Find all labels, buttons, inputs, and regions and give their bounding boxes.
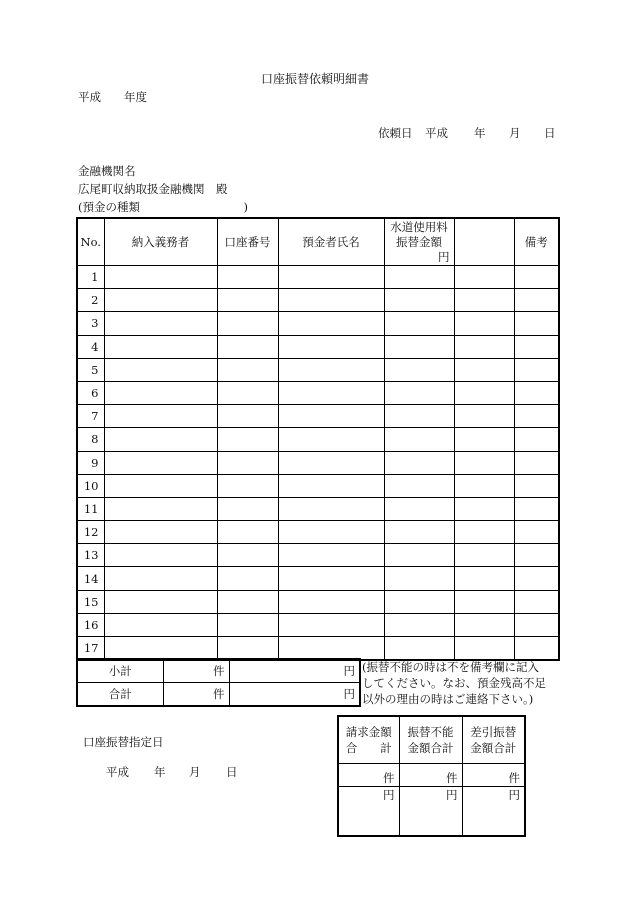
request-date-year[interactable]: 年: [474, 126, 486, 140]
col-payer: 納入義務者: [104, 218, 217, 266]
row-number: 5: [77, 358, 104, 381]
blank-cell[interactable]: [454, 266, 514, 289]
request-date-month[interactable]: 月: [509, 126, 521, 140]
blank-cell[interactable]: [454, 381, 514, 404]
account-cell[interactable]: [217, 266, 278, 289]
amount-cell[interactable]: [384, 521, 454, 544]
remarks-cell[interactable]: [514, 312, 559, 335]
amount-cell[interactable]: [384, 428, 454, 451]
remarks-cell[interactable]: [514, 405, 559, 428]
blank-cell[interactable]: [454, 521, 514, 544]
payer-cell[interactable]: [104, 613, 217, 636]
blank-cell[interactable]: [454, 497, 514, 520]
table-row: [77, 567, 559, 590]
summary-failed-header: [399, 716, 462, 764]
amount-cell[interactable]: [384, 266, 454, 289]
remarks-cell[interactable]: [514, 521, 559, 544]
account-cell[interactable]: [217, 289, 278, 312]
summary-header-line: 合 計: [345, 741, 392, 755]
col-no: No.: [77, 218, 104, 266]
account-cell[interactable]: [217, 590, 278, 613]
col-amount: [384, 218, 454, 266]
transfer-date-day[interactable]: 日: [226, 765, 238, 779]
blank-cell[interactable]: [454, 405, 514, 428]
amount-cell[interactable]: [384, 474, 454, 497]
holder-cell[interactable]: [278, 451, 384, 474]
payer-cell[interactable]: [104, 521, 217, 544]
summary-net-amount[interactable]: 円: [462, 787, 525, 837]
remarks-cell[interactable]: [514, 590, 559, 613]
blank-cell[interactable]: [454, 474, 514, 497]
col-holder: 預金者氏名: [278, 218, 384, 266]
blank-cell[interactable]: [454, 567, 514, 590]
request-date-day[interactable]: 日: [544, 126, 556, 140]
payer-cell[interactable]: [104, 428, 217, 451]
fiscal-year: 平成 年度: [78, 90, 147, 104]
table-row: [77, 474, 559, 497]
amount-cell[interactable]: [384, 497, 454, 520]
summary-header-line: 請求金額: [345, 725, 392, 739]
remarks-cell[interactable]: [514, 451, 559, 474]
request-date-era: 平成: [425, 126, 448, 140]
summary-net-header: [462, 716, 525, 764]
account-cell[interactable]: [217, 567, 278, 590]
row-number: 16: [77, 613, 104, 636]
summary-header-line: 金額合計: [470, 741, 517, 755]
holder-cell[interactable]: [278, 544, 384, 567]
table-row: [77, 497, 559, 520]
blank-cell[interactable]: [454, 335, 514, 358]
holder-cell[interactable]: [278, 335, 384, 358]
transfer-date-year[interactable]: 年: [154, 765, 166, 779]
account-cell[interactable]: [217, 474, 278, 497]
row-number: 6: [77, 381, 104, 404]
col-amount-line2: 振替金額: [396, 234, 442, 249]
blank-cell[interactable]: [454, 428, 514, 451]
summary-header-line: 金額合計: [407, 741, 454, 755]
subtotal-table: [76, 658, 361, 707]
amount-cell[interactable]: [384, 637, 454, 661]
row-number: 4: [77, 335, 104, 358]
account-cell[interactable]: [217, 544, 278, 567]
remarks-cell[interactable]: [514, 381, 559, 404]
account-cell[interactable]: [217, 358, 278, 381]
row-number: 15: [77, 590, 104, 613]
remarks-cell[interactable]: [514, 567, 559, 590]
payer-cell[interactable]: [104, 497, 217, 520]
holder-cell[interactable]: [278, 590, 384, 613]
row-number: 17: [77, 637, 104, 661]
total-amount[interactable]: 円: [229, 683, 360, 707]
holder-cell[interactable]: [278, 266, 384, 289]
deposit-type[interactable]: (預金の種類 ): [78, 200, 248, 214]
account-cell[interactable]: [217, 637, 278, 661]
account-cell[interactable]: [217, 497, 278, 520]
holder-cell[interactable]: [278, 474, 384, 497]
holder-cell[interactable]: [278, 289, 384, 312]
payer-cell[interactable]: [104, 474, 217, 497]
note-line: してください。なお、預金残高不足: [362, 676, 546, 690]
table-row: [77, 358, 559, 381]
subtotal-count[interactable]: 件: [163, 659, 229, 683]
holder-cell[interactable]: [278, 405, 384, 428]
subtotal-amount[interactable]: 円: [229, 659, 360, 683]
row-number: 9: [77, 451, 104, 474]
amount-cell[interactable]: [384, 405, 454, 428]
holder-cell[interactable]: [278, 358, 384, 381]
blank-cell[interactable]: [454, 451, 514, 474]
row-number: 11: [77, 497, 104, 520]
col-amount-line1: 水道使用料: [390, 219, 448, 234]
table-row: [77, 289, 559, 312]
remarks-cell[interactable]: [514, 358, 559, 381]
holder-cell[interactable]: [278, 613, 384, 636]
blank-cell[interactable]: [454, 590, 514, 613]
holder-cell[interactable]: [278, 567, 384, 590]
table-row: [77, 405, 559, 428]
col-remarks: 備考: [514, 218, 559, 266]
institution-addressee: 広尾町収納取扱金融機関 殿: [78, 182, 228, 196]
account-cell[interactable]: [217, 613, 278, 636]
row-number: 8: [77, 428, 104, 451]
row-number: 2: [77, 289, 104, 312]
remarks-cell[interactable]: [514, 335, 559, 358]
transfer-date-era: 平成: [106, 765, 129, 779]
payer-cell[interactable]: [104, 312, 217, 335]
table-row: [77, 451, 559, 474]
summary-failed-amount[interactable]: 円: [399, 787, 462, 837]
payer-cell[interactable]: [104, 289, 217, 312]
account-cell[interactable]: [217, 312, 278, 335]
blank-cell[interactable]: [454, 358, 514, 381]
payer-cell[interactable]: [104, 451, 217, 474]
table-row: [77, 521, 559, 544]
payer-cell[interactable]: [104, 266, 217, 289]
table-row: [77, 381, 559, 404]
payer-cell[interactable]: [104, 637, 217, 661]
summary-table: [337, 715, 526, 837]
payer-cell[interactable]: [104, 335, 217, 358]
note-text: [362, 659, 546, 707]
total-row: [77, 683, 360, 707]
table-row: [77, 544, 559, 567]
row-number: 3: [77, 312, 104, 335]
blank-cell[interactable]: [454, 544, 514, 567]
blank-cell[interactable]: [454, 289, 514, 312]
transfer-date-month[interactable]: 月: [189, 765, 201, 779]
subtotal-label: 小計: [77, 659, 163, 683]
document-title: 口座振替依頼明細書: [260, 72, 369, 86]
summary-header-row: [338, 716, 525, 764]
col-amount-unit: 円: [438, 249, 450, 264]
total-label: 合計: [77, 683, 163, 707]
remarks-cell[interactable]: [514, 428, 559, 451]
detail-table: [76, 217, 560, 661]
holder-cell[interactable]: [278, 497, 384, 520]
remarks-cell[interactable]: [514, 497, 559, 520]
holder-cell[interactable]: [278, 428, 384, 451]
table-row: [77, 266, 559, 289]
amount-cell[interactable]: [384, 335, 454, 358]
row-number: 1: [77, 266, 104, 289]
holder-cell[interactable]: [278, 637, 384, 661]
payer-cell[interactable]: [104, 544, 217, 567]
holder-cell[interactable]: [278, 312, 384, 335]
payer-cell[interactable]: [104, 405, 217, 428]
account-cell[interactable]: [217, 451, 278, 474]
summary-amount-row: [338, 787, 525, 837]
payer-cell[interactable]: [104, 381, 217, 404]
col-blank: [454, 218, 514, 266]
remarks-cell[interactable]: [514, 637, 559, 661]
account-cell[interactable]: [217, 405, 278, 428]
row-number: 13: [77, 544, 104, 567]
holder-cell[interactable]: [278, 521, 384, 544]
amount-cell[interactable]: [384, 613, 454, 636]
remarks-cell[interactable]: [514, 613, 559, 636]
amount-cell[interactable]: [384, 289, 454, 312]
amount-cell[interactable]: [384, 381, 454, 404]
table-row: [77, 637, 559, 661]
summary-billed-header: [338, 716, 399, 764]
row-number: 14: [77, 567, 104, 590]
amount-cell[interactable]: [384, 451, 454, 474]
summary-failed-count[interactable]: 件: [399, 764, 462, 787]
remarks-cell[interactable]: [514, 266, 559, 289]
total-count[interactable]: 件: [163, 683, 229, 707]
amount-cell[interactable]: [384, 544, 454, 567]
table-row: [77, 613, 559, 636]
holder-cell[interactable]: [278, 381, 384, 404]
summary-net-count[interactable]: 件: [462, 764, 525, 787]
blank-cell[interactable]: [454, 613, 514, 636]
remarks-cell[interactable]: [514, 289, 559, 312]
remarks-cell[interactable]: [514, 474, 559, 497]
table-row: [77, 312, 559, 335]
row-number: 10: [77, 474, 104, 497]
summary-billed-amount[interactable]: 円: [338, 787, 399, 837]
account-cell[interactable]: [217, 335, 278, 358]
account-cell[interactable]: [217, 521, 278, 544]
table-row: [77, 428, 559, 451]
blank-cell[interactable]: [454, 637, 514, 661]
amount-cell[interactable]: [384, 567, 454, 590]
remarks-cell[interactable]: [514, 544, 559, 567]
summary-header-line: 振替不能: [407, 725, 454, 739]
table-row: [77, 335, 559, 358]
detail-table-header: [77, 218, 559, 266]
summary-billed-count[interactable]: 件: [338, 764, 399, 787]
request-date-label: 依頼日: [378, 126, 413, 140]
row-number: 7: [77, 405, 104, 428]
institution-label: 金融機関名: [78, 164, 136, 178]
note-line: 以外の理由の時はご連絡下さい。): [362, 692, 534, 706]
subtotal-row: [77, 659, 360, 683]
amount-cell[interactable]: [384, 358, 454, 381]
note-line: (振替不能の時は不を備考欄に記入: [362, 660, 539, 674]
blank-cell[interactable]: [454, 312, 514, 335]
col-account: 口座番号: [217, 218, 278, 266]
table-row: [77, 590, 559, 613]
amount-cell[interactable]: [384, 312, 454, 335]
account-cell[interactable]: [217, 428, 278, 451]
summary-header-line: 差引振替: [470, 725, 517, 739]
account-cell[interactable]: [217, 381, 278, 404]
amount-cell[interactable]: [384, 590, 454, 613]
transfer-date-label: 口座振替指定日: [83, 735, 164, 749]
row-number: 12: [77, 521, 104, 544]
payer-cell[interactable]: [104, 358, 217, 381]
payer-cell[interactable]: [104, 590, 217, 613]
payer-cell[interactable]: [104, 567, 217, 590]
summary-count-row: [338, 764, 525, 787]
